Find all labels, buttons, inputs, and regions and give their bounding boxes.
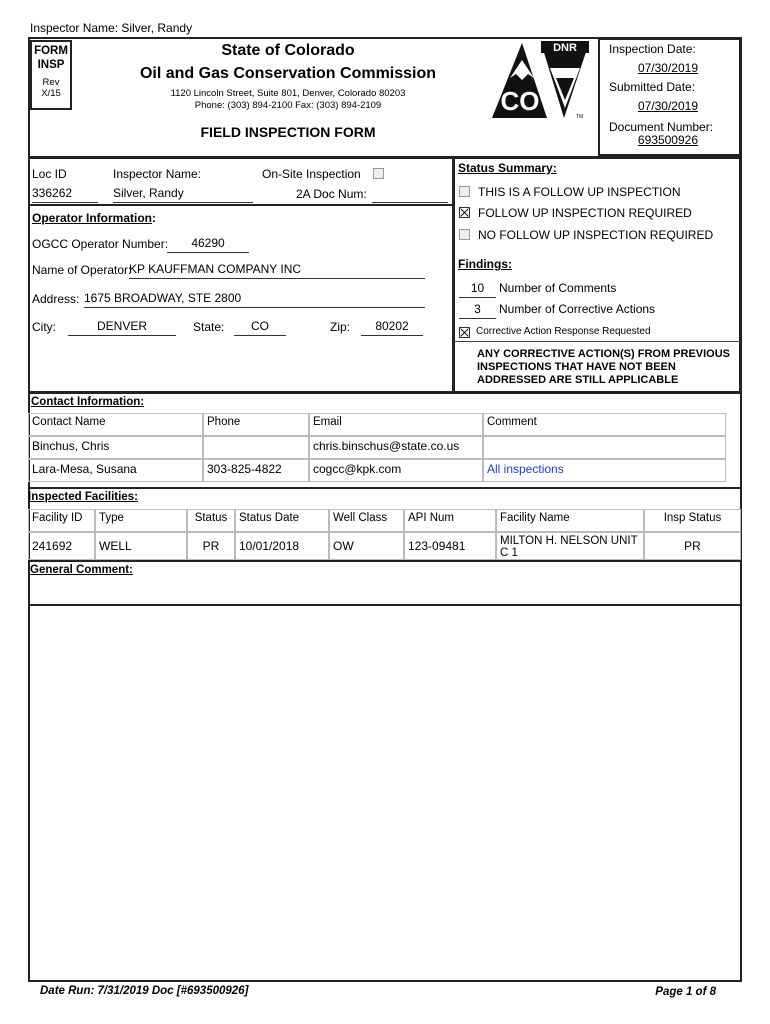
contact-col-phone: Phone [203,413,309,436]
header-state: State of Colorado [221,42,355,59]
facility-row-1-status: PR [187,532,235,560]
operator-address-label: Address: [32,292,80,306]
facility-row-1-api-num: 123-09481 [404,532,496,560]
status-summary-heading: Status Summary: [458,161,557,175]
contact-col-name: Contact Name [28,413,203,436]
doc-2a-label: 2A Doc Num: [296,187,367,201]
corrective-actions-notice: ANY CORRECTIVE ACTION(S) FROM PREVIOUS INSPECTIONS THAT HAVE NOT BEEN ADDRESSED ARE STILL APPLICABLE [477,348,731,386]
facility-col-name: Facility Name [496,509,644,532]
facility-col-id: Facility ID [28,509,95,532]
findings-divider [454,341,740,342]
contact-col-comment: Comment [483,413,726,436]
contact-row-2-name: Lara-Mesa, Susana [28,459,203,482]
onsite-inspection-checkbox[interactable] [373,168,384,179]
loc-inspector-label: Inspector Name: [113,167,202,181]
follow-up-required-checkbox[interactable] [459,207,470,218]
onsite-inspection-label: On-Site Inspection [262,167,361,181]
follow-up-required-label: FOLLOW UP INSPECTION REQUIRED [478,206,692,220]
operator-name-value: KP KAUFFMAN COMPANY INC [129,262,425,279]
loc-inspector-value: Silver, Randy [113,186,253,203]
comments-count: 10 [459,281,496,298]
form-title: FIELD INSPECTION FORM [200,124,376,140]
header-commission: Oil and Gas Conservation Commission [139,65,437,82]
submitted-date-label: Submitted Date: [609,80,696,94]
logo-dnr-text: DNR [553,42,577,54]
findings-heading: Findings: [458,257,512,271]
facility-col-status: Status [187,509,235,532]
operator-city-label: City: [32,320,56,334]
form-id-box [30,40,72,110]
no-follow-up-label: NO FOLLOW UP INSPECTION REQUIRED [478,228,714,242]
facility-row-1-insp-status: PR [644,532,741,560]
operator-zip-value: 80202 [361,319,423,336]
contact-row-2-phone: 303-825-4822 [203,459,309,482]
facilities-heading: Inspected Facilities: [28,491,138,503]
general-comment-heading: General Comment: [30,564,133,576]
operator-divider [28,204,454,206]
header-phone: Phone: (303) 894-2100 Fax: (303) 894-2109 [194,100,382,111]
loc-id-label: Loc ID [32,167,67,181]
header-address: 1120 Lincoln Street, Suite 801, Denver, Colorado 80203 [170,88,406,99]
loc-id-value: 336262 [32,186,98,203]
facility-row-1-well-class: OW [329,532,404,560]
corrective-response-checkbox[interactable] [459,327,470,338]
form-label: FORM [34,45,68,57]
cdnr-logo [492,38,592,120]
contact-row-1-email[interactable]: chris.binschus@state.co.us [309,436,483,459]
operator-number-label: OGCC Operator Number: [32,237,169,251]
facilities-divider [28,487,742,489]
form-rev-value: X/15 [41,88,61,99]
facility-col-type: Type [95,509,187,532]
follow-up-inspection-label: THIS IS A FOLLOW UP INSPECTION [478,185,681,199]
operator-heading-text: Operator Information [32,211,153,225]
contact-row-2-comment[interactable]: All inspections [483,459,726,482]
footer-date-run: Date Run: 7/31/2019 Doc [#693500926] [40,985,249,997]
operator-state-value: CO [234,319,286,336]
logo-tm-text: TM [576,114,584,120]
facility-col-insp-status: Insp Status [644,509,741,532]
facility-row-1-status-date: 10/01/2018 [235,532,329,560]
contact-row-1-name: Binchus, Chris [28,436,203,459]
operator-state-label: State: [193,320,225,334]
form-rev-label: Rev [42,77,60,88]
facility-col-status-date: Status Date [235,509,329,532]
facility-row-1-id[interactable]: 241692 [28,532,95,560]
mountain-logo-icon [492,38,592,120]
facility-col-well-class: Well Class [329,509,404,532]
contact-row-1-comment [483,436,726,459]
contact-divider [28,392,742,394]
facility-row-1-name: MILTON H. NELSON UNIT C 1 [496,532,644,560]
operator-heading [32,211,156,225]
document-number-value: 693500926 [637,133,698,147]
inspection-date-value: 07/30/2019 [637,61,698,75]
operator-number-value: 46290 [167,236,249,253]
operator-heading-colon: : [152,211,157,225]
operator-zip-label: Zip: [330,320,351,334]
form-code: INSP [37,59,65,71]
document-number-label: Document Number: [609,120,714,134]
top-inspector-name: Inspector Name: Silver, Randy [30,21,193,35]
general-comment-box [28,560,742,606]
facility-row-1-type: WELL [95,532,187,560]
corrective-response-label: Corrective Action Response Requested [476,326,651,337]
contact-row-1-phone [203,436,309,459]
contact-col-email: Email [309,413,483,436]
operator-name-label: Name of Operator: [32,263,132,277]
doc-2a-value [372,186,448,203]
footer-page-number: Page 1 of 8 [655,986,716,998]
no-follow-up-checkbox[interactable] [459,229,470,240]
contact-row-2-email[interactable]: cogcc@kpk.com [309,459,483,482]
submitted-date-value: 07/30/2019 [637,99,698,113]
facility-col-api-num: API Num [404,509,496,532]
operator-address-value: 1675 BROADWAY, STE 2800 [84,291,425,308]
comments-count-label: Number of Comments [499,281,617,295]
corrective-actions-label: Number of Corrective Actions [499,302,656,316]
corrective-actions-count: 3 [459,302,496,319]
inspection-date-label: Inspection Date: [609,42,696,56]
operator-city-value: DENVER [68,319,176,336]
contact-heading: Contact Information: [31,396,145,408]
logo-co-text: CO [500,86,540,116]
follow-up-inspection-checkbox[interactable] [459,186,470,197]
